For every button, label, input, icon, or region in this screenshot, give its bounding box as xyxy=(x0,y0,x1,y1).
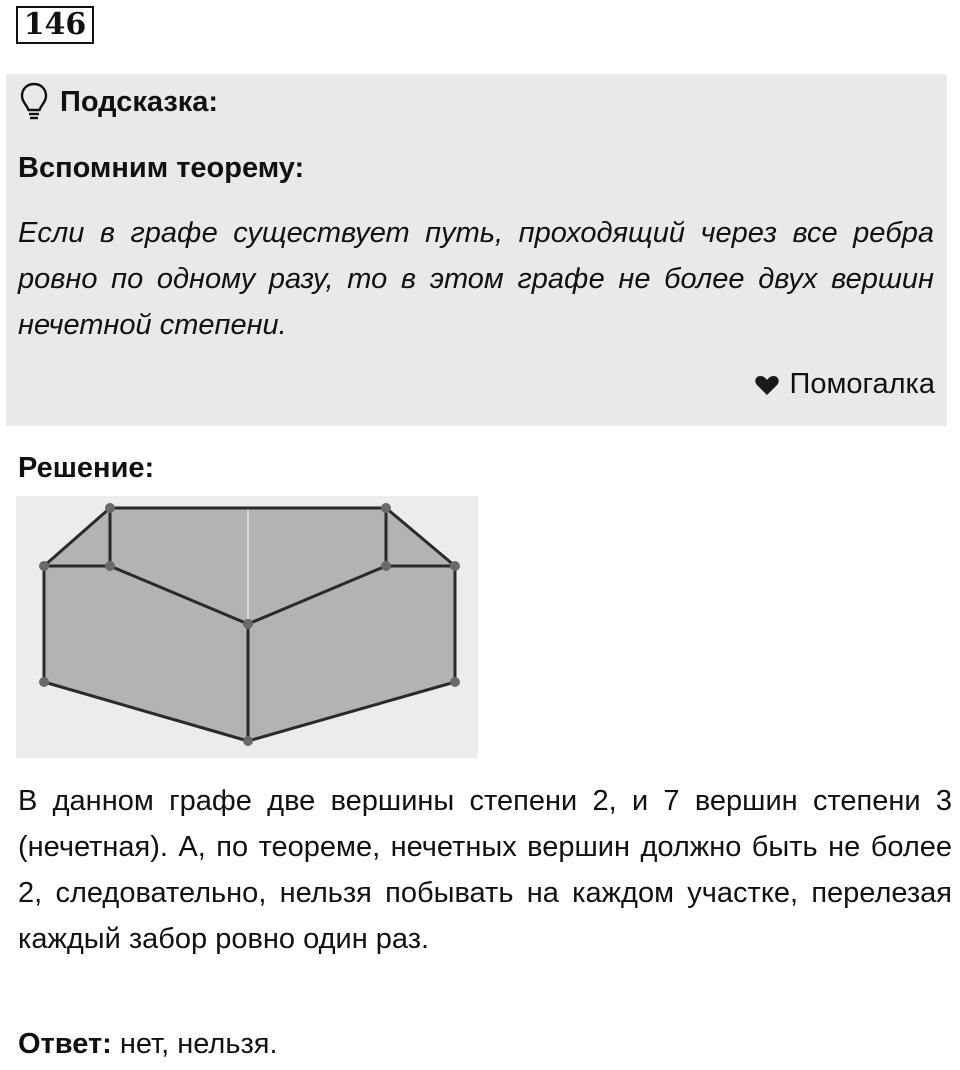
vertex xyxy=(39,561,49,571)
theorem-text: Если в графе существует путь, проходящий через все ребра ровно по одному разу, то в этом графе не более двух вершин нечетной степени. xyxy=(18,217,934,341)
answer-label: Ответ: xyxy=(18,1028,112,1060)
vertex xyxy=(381,561,391,571)
answer-text: нет, нельзя. xyxy=(111,1028,278,1060)
hint-header xyxy=(20,82,218,122)
vertex xyxy=(105,561,115,571)
vertex xyxy=(450,677,460,687)
vertex xyxy=(243,736,253,746)
vertex xyxy=(381,503,391,513)
brand xyxy=(754,368,935,401)
brand-name: Помогалка xyxy=(789,368,935,400)
vertex xyxy=(243,619,253,629)
solution-label: Решение: xyxy=(18,452,155,484)
task-number: 146 xyxy=(16,6,94,44)
lightbulb-icon xyxy=(20,82,48,122)
graph-figure xyxy=(16,496,478,758)
heart-icon xyxy=(754,373,780,397)
hint-title: Подсказка: xyxy=(60,85,219,118)
solution-text: В данном графе две вершины степени 2, и 7 вершин степени 3 (нечетная). А, по теореме, нечетных вершин должно быть не более 2, следовательно, нельзя побывать на каждом участке, перелезая каждый забор ровно один раз. xyxy=(18,785,952,955)
hint-box xyxy=(6,74,947,426)
vertex xyxy=(39,677,49,687)
theorem-title: Вспомним теорему: xyxy=(18,152,305,184)
answer xyxy=(18,1028,278,1061)
vertex xyxy=(450,561,460,571)
vertex xyxy=(105,503,115,513)
